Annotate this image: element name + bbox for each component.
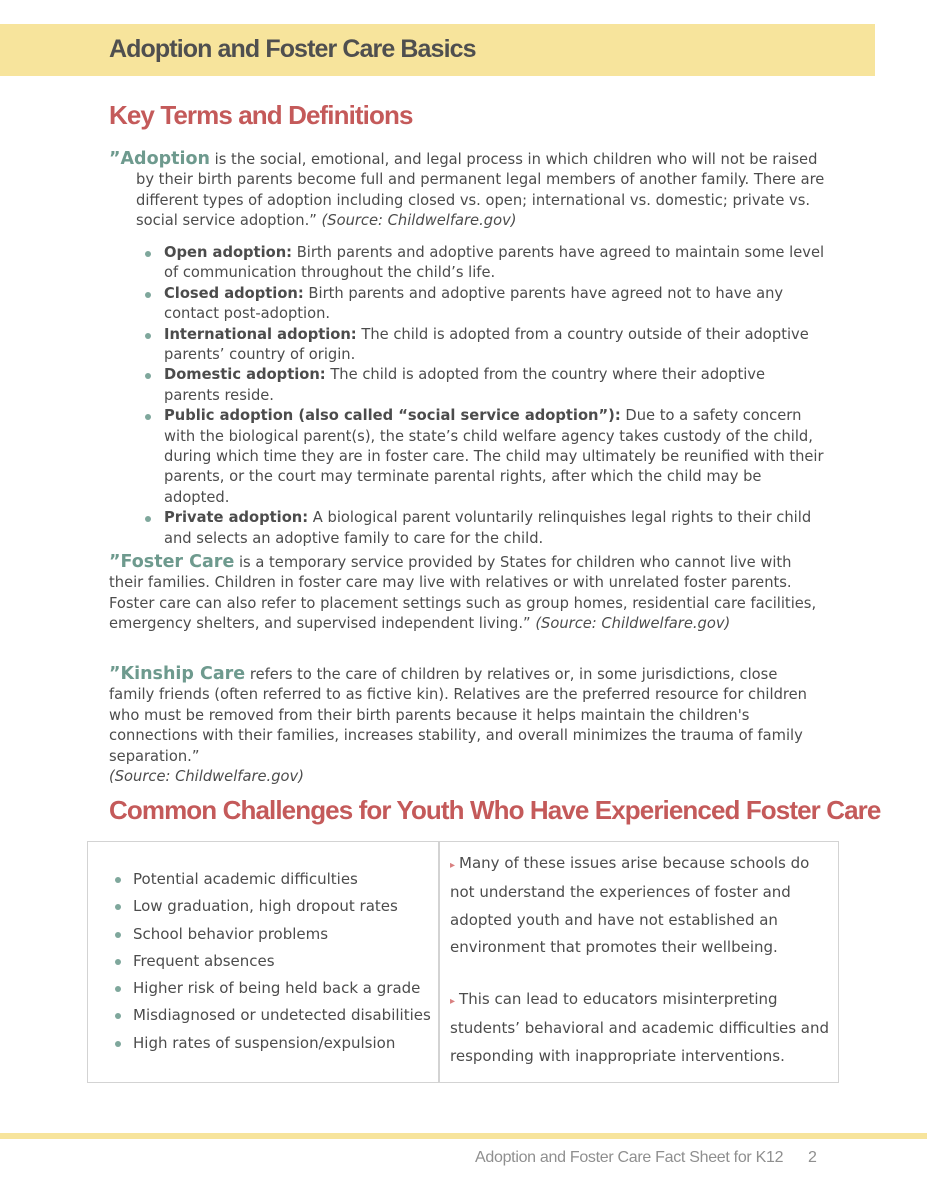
challenge-note: [450, 986, 834, 1070]
challenge-note-text: Many of these issues arise because schools do not understand the experiences of foster and adopted youth and have not established an environment that promotes their wellbeing.: [450, 854, 810, 956]
list-item: Low graduation, high dropout rates: [115, 893, 431, 920]
adoption-type-text: Birth parents and adoptive parents have agreed not to have any contact post-adoption.: [164, 284, 784, 323]
triangle-right-icon: ▸: [450, 996, 456, 1007]
adoption-type-label: Closed adoption:: [164, 284, 304, 302]
page-title: Adoption and Foster Care Basics: [109, 35, 476, 63]
adoption-type-text: The child is adopted from a country outside of their adoptive parents’ country of origin.: [164, 325, 809, 364]
list-item: Potential academic difficulties: [115, 866, 431, 893]
triangle-right-icon: ▸: [450, 860, 456, 871]
adoption-type-label: Public adoption (also called “social service adoption”):: [164, 407, 621, 425]
list-item: [145, 365, 825, 406]
challenges-box: [87, 841, 839, 1083]
adoption-type-text: Birth parents and adoptive parents have agreed to maintain some level of communication throughout the child’s life.: [164, 244, 825, 282]
kinship-care-quote-mark: ”: [109, 664, 121, 684]
kinship-care-source: (Source: Childwelfare.gov): [109, 768, 304, 786]
list-item: High rates of suspension/expulsion: [115, 1030, 431, 1057]
adoption-types-list: [145, 243, 825, 549]
adoption-definition: [109, 149, 836, 232]
adoption-type-text: The child is adopted from the country where their adoptive parents reside.: [164, 366, 766, 404]
list-item: Higher risk of being held back a grade: [115, 975, 431, 1002]
challenge-note-text: This can lead to educators misinterpreting students’ behavioral and academic difficulties and responding with inappropriate interventions.: [450, 990, 830, 1065]
kinship-care-definition: [109, 664, 819, 787]
list-item: [145, 508, 825, 549]
challenges-heading: Common Challenges for Youth Who Have Experienced Foster Care: [109, 795, 881, 825]
list-item: [145, 243, 825, 284]
adoption-quote-mark: ”: [109, 149, 121, 169]
foster-care-source: (Source: Childwelfare.gov): [535, 615, 731, 633]
key-terms-heading: Key Terms and Definitions: [109, 100, 413, 130]
foster-care-quote-mark: ”: [109, 552, 121, 572]
adoption-type-text: A biological parent voluntarily relinquishes legal rights to their child and selects an adoptive family to care for the child.: [164, 509, 812, 547]
adoption-source: (Source: Childwelfare.gov): [321, 212, 517, 230]
foster-care-term: Foster Care: [120, 552, 235, 572]
adoption-type-label: Private adoption:: [164, 509, 309, 527]
challenges-list: [115, 866, 431, 1057]
foster-care-text: is a temporary service provided by States for children who cannot live with their families. Children in foster care may live with relatives or with unrelated foster parents. Foster care can also refer to placement settings such as group homes, residential care facilities, emergency shelters, and supervised independent living.”: [109, 554, 817, 633]
kinship-care-term: Kinship Care: [120, 664, 246, 684]
list-item: [145, 406, 825, 508]
list-item: Misdiagnosed or undetected disabilities: [115, 1002, 431, 1029]
challenge-note: [450, 850, 834, 961]
list-item: School behavior problems: [115, 921, 431, 948]
header-banner: [0, 24, 875, 76]
adoption-text: is the social, emotional, and legal process in which children who will not be raised by their birth parents become full and permanent legal members of another family. There are different types of adoption including closed vs. open; international vs. domestic; private vs. social service adoption.”: [136, 151, 825, 230]
box-divider: [438, 842, 440, 1082]
list-item: [145, 284, 825, 325]
adoption-type-label: Domestic adoption:: [164, 366, 326, 384]
adoption-type-label: Open adoption:: [164, 244, 293, 261]
foster-care-definition: [109, 552, 819, 635]
footer-title: Adoption and Foster Care Fact Sheet for K12: [475, 1149, 784, 1166]
page-number: 2: [808, 1149, 817, 1166]
adoption-type-text: Due to a safety concern with the biological parent(s), the state’s child welfare agency takes custody of the child, during which time they are in foster care. The child may ultimately be reunified with their parents, or the court may terminate parental rights, after which the child may be adopted.: [164, 407, 824, 506]
list-item: [145, 325, 825, 366]
adoption-term: Adoption: [120, 149, 210, 169]
footer-bar: [0, 1133, 927, 1139]
list-item: Frequent absences: [115, 948, 431, 975]
adoption-type-label: International adoption:: [164, 325, 357, 343]
kinship-care-text: refers to the care of children by relatives or, in some jurisdictions, close family friends (often referred to as fictive kin). Relatives are the preferred resource for children who must be removed from their birth parents because it helps maintain the children's connections with their families, increases stability, and overall minimizes the trauma of family separation.”: [109, 666, 807, 765]
